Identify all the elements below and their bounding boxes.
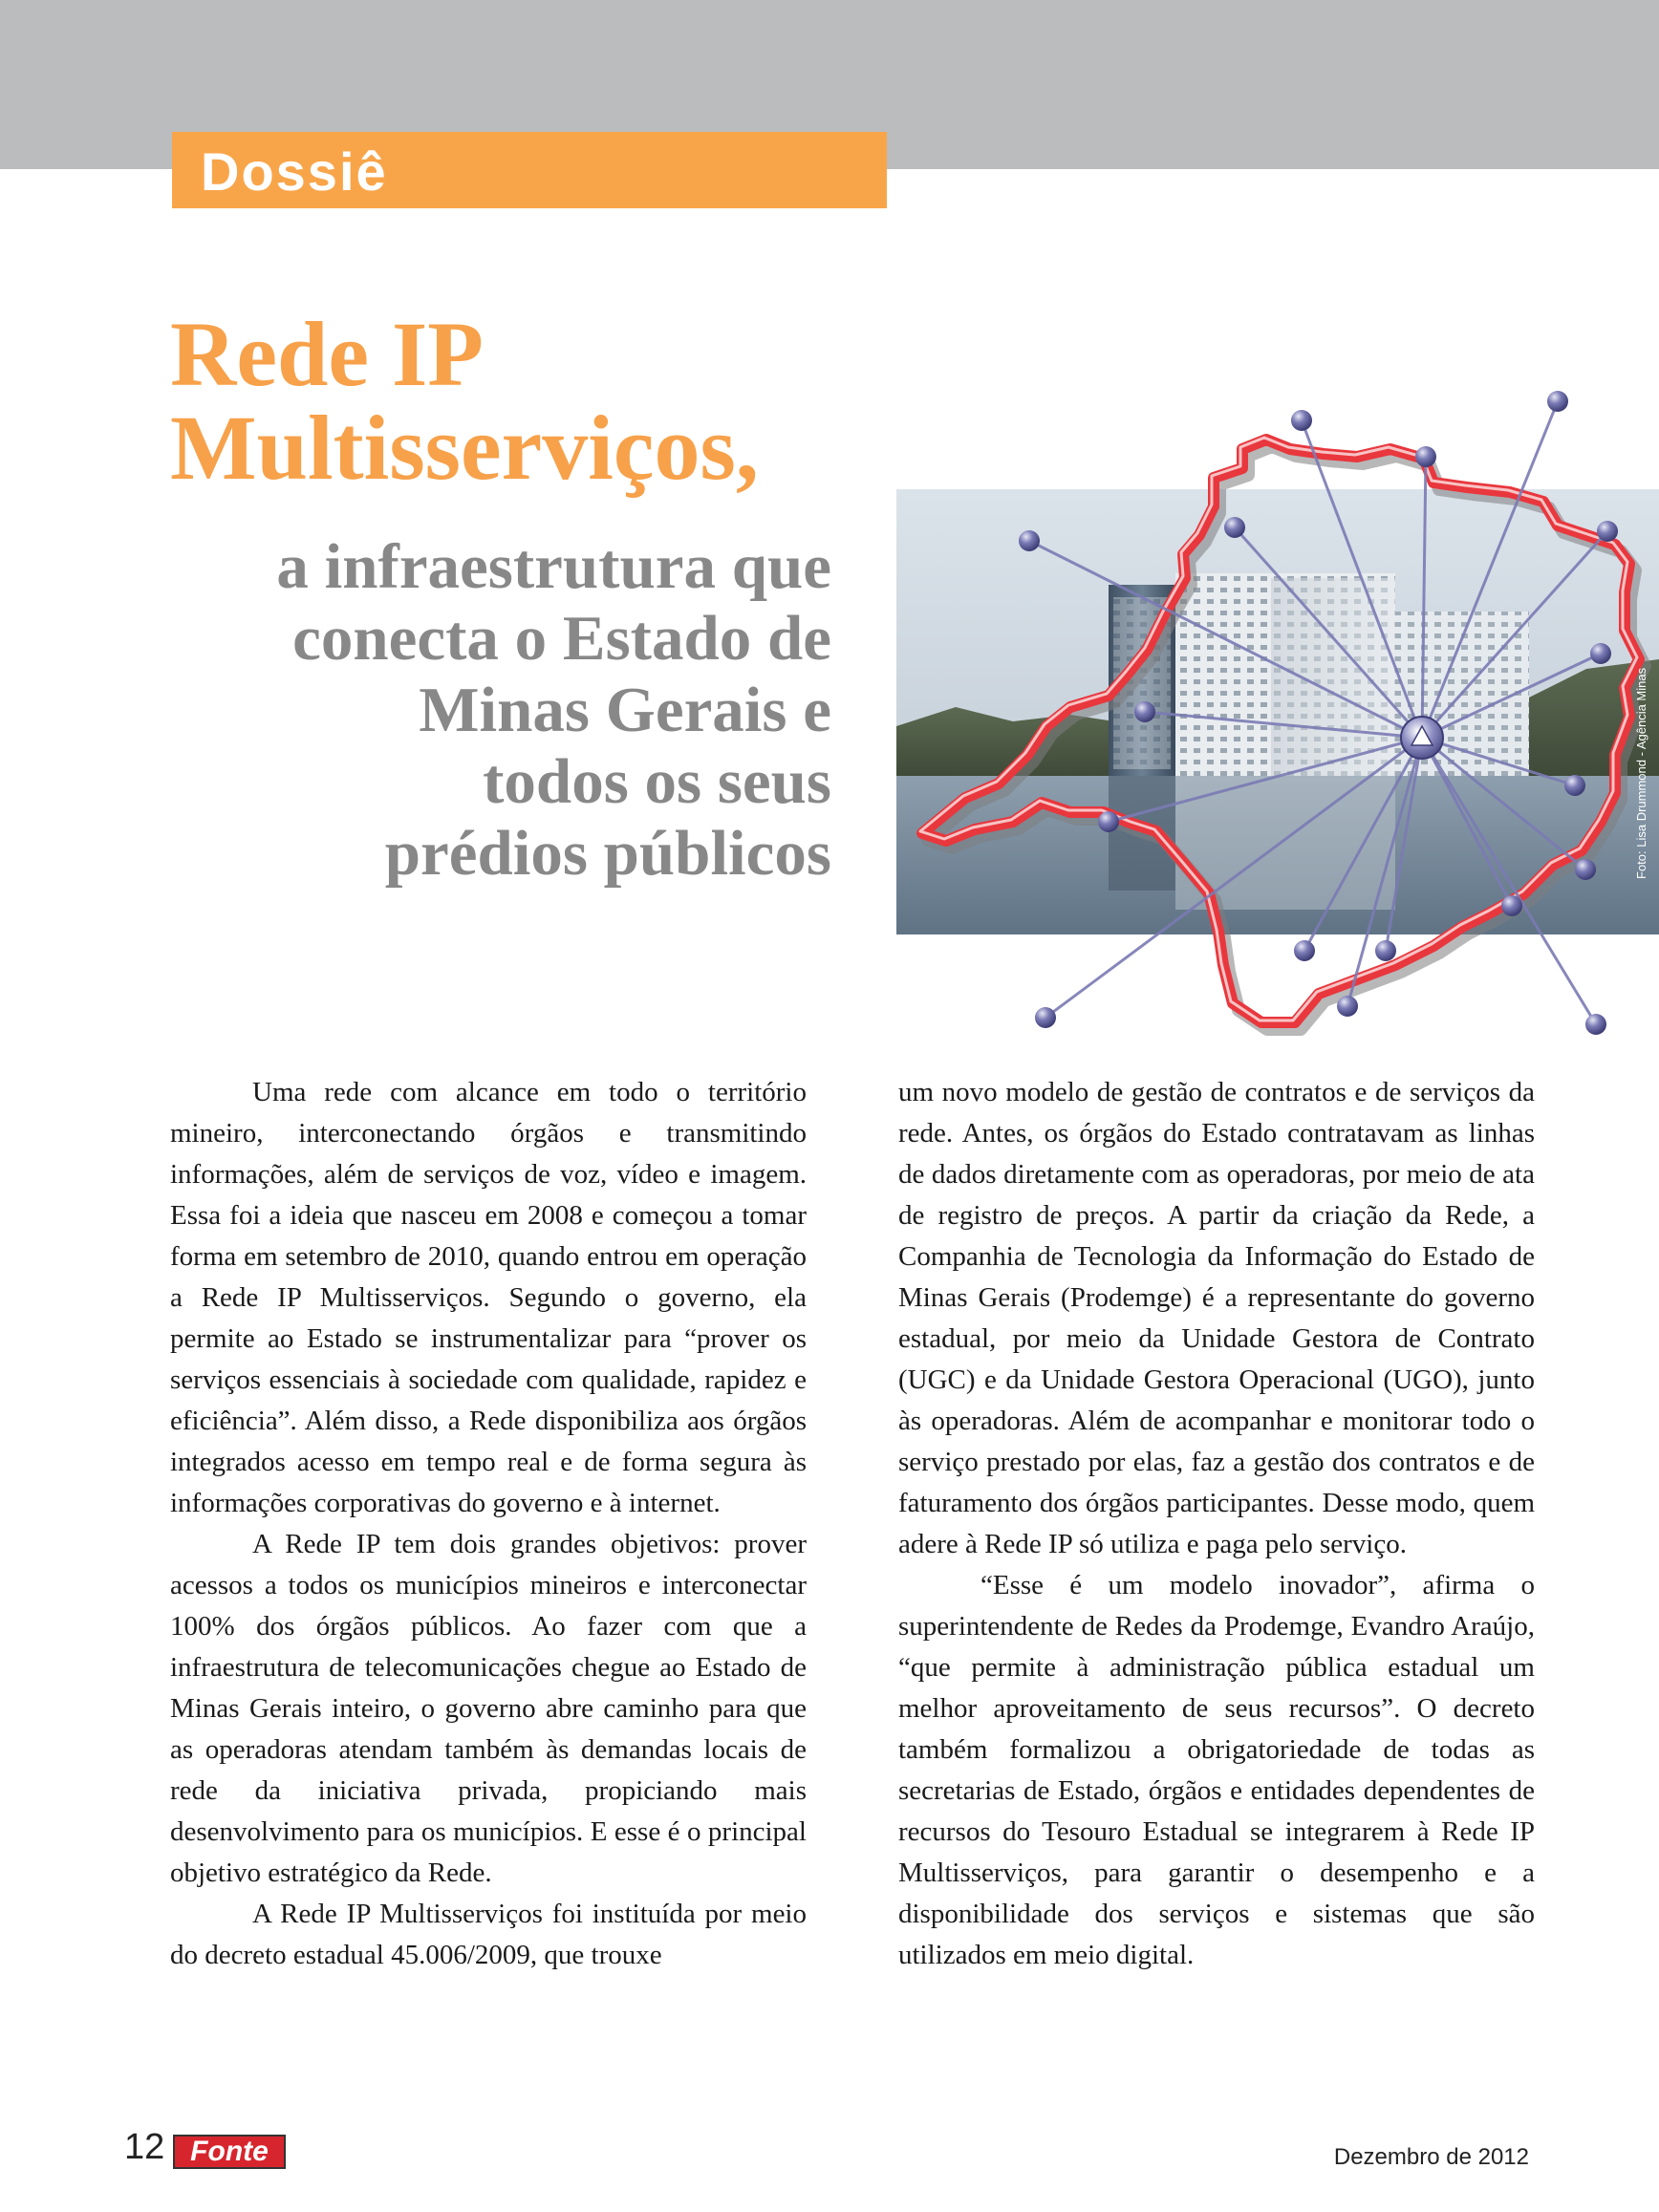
paragraph: A Rede IP tem dois grandes objetivos: prover acessos a todos os municípios mineiros e interconectar 100% dos órgãos públicos. Ao fazer com que a infraestrutura de telecomunicações chegue ao Estado de Minas Gerais inteiro, o governo abre caminho para que as operadoras atendam também às demandas locais de rede da iniciativa privada, propiciando mais desenvolvimento para os municípios. E esse é o principal objetivo estratégico da Rede. — [170, 1529, 807, 1888]
subtitle-line-5: prédios públicos — [384, 818, 831, 889]
magazine-logo-text: Fonte — [190, 2136, 269, 2167]
paragraph: um novo modelo de gestão de contratos e de serviços da rede. Antes, os órgãos do Estado contratavam as linhas de dados diretamente com as operadoras, por meio de ata de registro de preços. A partir da criação da Rede, a Companhia de Tecnologia da Informação do Estado de Minas Gerais (Prodemge) é a representante do governo estadual, por meio da Unidade Gestora de Contrato (UGC) e da Unidade Gestora Operacional (UGO), junto às operadoras. Além de acompanhar e monitorar todo o serviço prestado por elas, faz a gestão dos contratos e de faturamento dos órgãos participantes. Desse modo, quem adere à Rede IP só utiliza e paga pelo serviço. — [898, 1077, 1535, 1559]
magazine-logo — [173, 2135, 286, 2169]
paragraph: “Esse é um modelo inovador”, afirma o superintendente de Redes da Prodemge, Evandro Araújo, “que permite à administração pública estadual um melhor aproveitamento de seus recursos”. O decreto também formalizou a obrigatoriedade de todas as secretarias de Estado, órgãos e entidades dependentes de recursos do Tesouro Estadual se integrarem à Rede IP Multisserviços, para garantir o desempenho e a disponibilidade dos serviços e sistemas que são utilizados em meio digital. — [898, 1570, 1535, 1970]
subtitle-line-1: a infraestrutura que — [276, 531, 831, 602]
page-number: 12 — [124, 2127, 165, 2167]
article-column-right — [898, 1072, 1535, 1976]
subtitle-line-3: Minas Gerais e — [419, 675, 831, 745]
paragraph: Uma rede com alcance em todo o território mineiro, interconectando órgãos e transmitindo informações, além de serviços de voz, vídeo e imagem. Essa foi a ideia que nasceu em 2008 e começou a tomar forma em setembro de 2010, quando entrou em operação a Rede IP Multisserviços. Segundo o governo, ela permite ao Estado se instrumentalizar para “prover os serviços essenciais à sociedade com qualidade, rapidez e eficiência”. Além disso, a Rede disponibiliza aos órgãos integrados acesso em tempo real e de forma segura às informações corporativas do governo e à internet. — [170, 1077, 807, 1518]
subtitle-line-4: todos os seus — [483, 746, 831, 817]
paragraph: A Rede IP Multisserviços foi instituída por meio do decreto estadual 45.006/2009, que trouxe — [170, 1899, 807, 1970]
section-label: Dossiê — [201, 141, 388, 202]
title-line-1: Rede IP — [170, 303, 484, 405]
issue-date: Dezembro de 2012 — [1333, 2144, 1529, 2170]
subtitle-line-2: conecta o Estado de — [292, 603, 831, 674]
network-map-figure — [0, 0, 1659, 1070]
title-line-2: Multisserviços, — [170, 397, 759, 499]
photo-credit: Foto: Lisa Drummond - Agência Minas — [1634, 667, 1648, 879]
article-column-left — [170, 1072, 807, 1976]
